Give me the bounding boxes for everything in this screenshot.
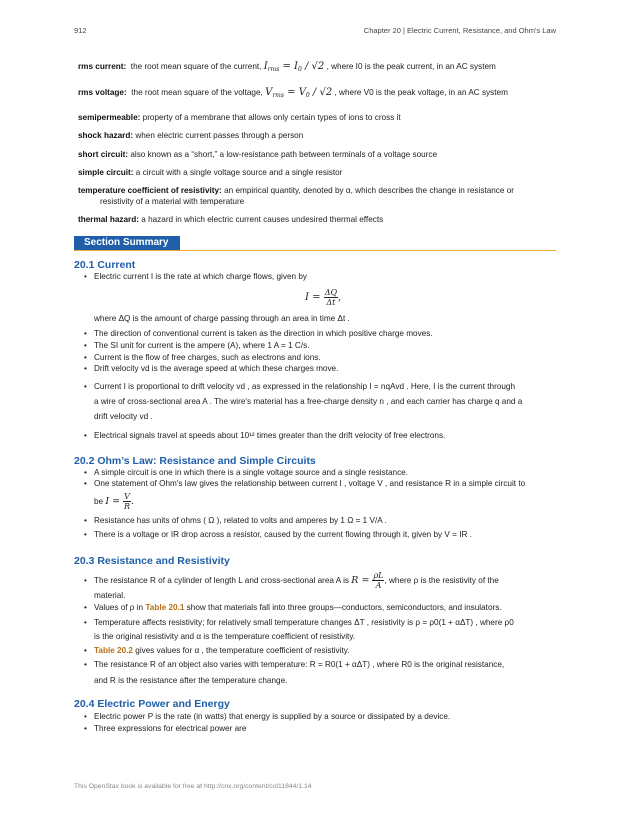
section-summary-header xyxy=(74,236,556,251)
chapter-title: Chapter 20 | Electric Current, Resistance, and Ohm's Law xyxy=(363,26,556,35)
table-20-1-link[interactable]: Table 20.1 xyxy=(145,603,185,612)
list-item: • One statement of Ohm's law gives the relationship between current I , voltage V , and resistance R in a simple circuit to xyxy=(84,479,526,488)
section-20-1-title: 20.1 Current xyxy=(74,259,136,271)
list-item: • Current is the flow of free charges, such as electrons and ions. xyxy=(84,353,321,362)
glossary-short-circuit: short circuit: also known as a “short,” a low-resistance path between terminals of a voltage source xyxy=(78,150,438,159)
list-item: • The SI unit for current is the ampere (A), where 1 A = 1 C/s. xyxy=(84,341,310,350)
list-item: • There is a voltage or IR drop across a resistor, caused by the current flowing through it, given by V = IR . xyxy=(84,530,472,539)
glossary-temperature-coefficient: temperature coefficient of resistivity: an empirical quantity, denoted by α, which describes the change in resistance or resistivity of a material with temperature xyxy=(78,186,515,206)
section-20-4-title: 20.4 Electric Power and Energy xyxy=(74,698,230,710)
list-item: • Three expressions for electrical power are xyxy=(84,724,247,733)
list-item: • Current I is proportional to drift velocity vd , as expressed in the relationship I = nqAvd . Here, I is the current through a wire of cross-sectional area A . The wire's material has a free-charge density n , and each carrier has charge q and a drift velocity vd . xyxy=(84,382,523,421)
page-number: 912 xyxy=(74,26,87,35)
glossary-rms-current: rms current: the root mean square of the current, $I_{rms} = I_0 / √2$ , where I0 is the peak current, in an AC system xyxy=(78,61,496,73)
glossary-rms-voltage: rms voltage: the root mean square of the voltage, $V_{rms} = V_0 / √2$ , where V0 is the peak voltage, in an AC system xyxy=(78,87,508,99)
glossary-thermal-hazard: thermal hazard: a hazard in which electric current causes undesired thermal effects xyxy=(78,215,384,224)
glossary-term: rms voltage: xyxy=(78,88,127,97)
footer-text: This OpenStax book is available for free at http://cnx.org/content/col11844/1.14 xyxy=(74,783,312,790)
material-text: material. xyxy=(94,591,126,600)
list-item: • The direction of conventional current is taken as the direction in which positive charge moves. xyxy=(84,329,433,338)
glossary-shock-hazard: shock hazard: when electric current passes through a person xyxy=(78,131,304,140)
list-item: • A simple circuit is one in which there is a single voltage source and a single resistance. xyxy=(84,468,409,477)
list-item: • Electrical signals travel at speeds about 10¹² times greater than the drift velocity of free electrons. xyxy=(84,431,446,440)
list-item: • Temperature affects resistivity; for relatively small temperature changes ΔT , resistivity is ρ = ρ0(1 + αΔT) , where ρ0 is the original resistivity and α is the temperature coefficient of resistivity. xyxy=(84,618,514,641)
list-item: • Resistance has units of ohms ( Ω ), related to volts and amperes by 1 Ω = 1 V/A . xyxy=(84,516,387,525)
list-item: • Values of ρ in Table 20.1 show that materials fall into three groups—conductors, semiconductors, and insulators. xyxy=(84,603,502,612)
glossary-simple-circuit: simple circuit: a circuit with a single voltage source and a single resistor xyxy=(78,168,343,177)
table-20-2-link[interactable]: Table 20.2 xyxy=(94,646,133,655)
section-20-2-title: 20.2 Ohm’s Law: Resistance and Simple Circuits xyxy=(74,455,316,467)
list-item: • The resistance R of a cylinder of length L and cross-sectional area A is R = $\frac{\rho L}{A}$ , where ρ is the resistivity of the xyxy=(84,571,499,590)
list-item: • Electric current I is the rate at which charge flows, given by xyxy=(84,272,307,281)
ohms-law-line: be I = $\frac{V}{R}$ . xyxy=(94,492,134,511)
section-20-3-title: 20.3 Resistance and Resistivity xyxy=(74,555,230,567)
glossary-term: rms current: xyxy=(78,62,127,71)
where-text: where ΔQ is the amount of charge passing through an area in time Δt . xyxy=(94,314,350,323)
list-item: • Drift velocity vd is the average speed at which these charges move. xyxy=(84,364,339,373)
section-summary-label: Section Summary xyxy=(74,236,180,250)
list-item: • Electric power P is the rate (in watts) that energy is supplied by a source or dissipated by a device. xyxy=(84,712,451,721)
list-item: • The resistance R of an object also varies with temperature: R = R0(1 + αΔT) , where R0 is the original resistance, and R is the resistance after the temperature change. xyxy=(84,660,505,685)
list-item: • Table 20.2 gives values for α , the temperature coefficient of resistivity. xyxy=(84,646,350,655)
glossary-semipermeable: semipermeable: property of a membrane that allows only certain types of ions to cross it xyxy=(78,113,401,122)
current-formula: I = $\frac{\Delta Q}{\Delta t}$ , xyxy=(305,288,342,307)
